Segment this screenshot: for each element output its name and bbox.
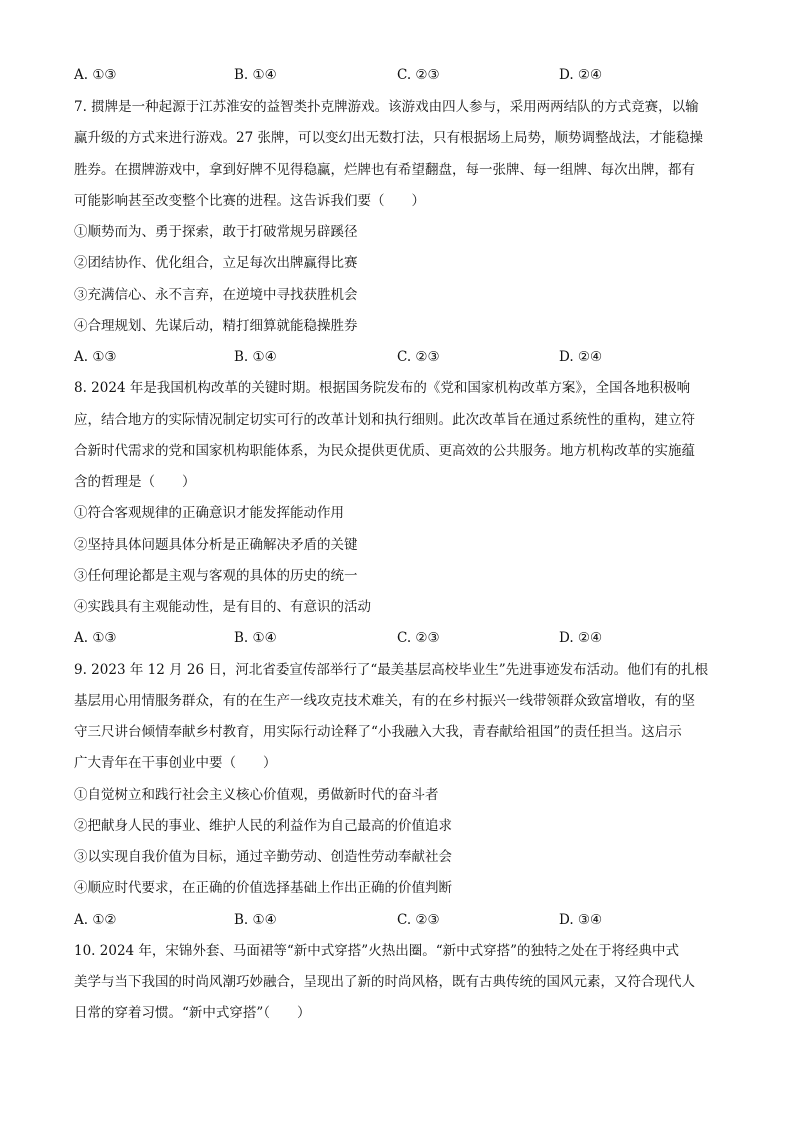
q8-option-c[interactable]: C. ②③ xyxy=(397,630,440,646)
q7-option-a[interactable]: A. ①③ xyxy=(74,349,117,365)
q9-option-d[interactable]: D. ③④ xyxy=(559,912,603,928)
q10-stem-line-1: 10. 2024 年，宋锦外套、马面裙等“新中式穿搭”火热出圈。“新中式穿搭”的独特之处在于将经典中式 xyxy=(74,943,680,959)
q8-statement-3: ③任何理论都是主观与客观的具体的历史的统一 xyxy=(74,568,358,584)
q6-option-c[interactable]: C. ②③ xyxy=(397,67,440,83)
q7-stem-line-2: 赢升级的方式来进行游戏。27 张牌，可以变幻出无数打法，只有根据场上局势，顺势调整战法，才能稳操 xyxy=(74,130,703,146)
q9-stem-line-1: 9. 2023 年 12 月 26 日，河北省委宣传部举行了“最美基层高校毕业生”先进事迹发布活动。他们有的扎根 xyxy=(74,662,709,678)
q8-stem-line-4: 含的哲理是（ ） xyxy=(74,474,196,490)
q6-option-b[interactable]: B. ①④ xyxy=(234,67,277,83)
q9-statement-4: ④顺应时代要求，在正确的价值选择基础上作出正确的价值判断 xyxy=(74,880,452,896)
q10-stem-line-2: 美学与当下我国的时尚风潮巧妙融合，呈现出了新的时尚风格，既有古典传统的国风元素，又符合现代人 xyxy=(74,974,695,990)
q10-stem-line-3: 日常的穿着习惯。“新中式穿搭”（ ） xyxy=(74,1005,311,1021)
q7-statement-1: ①顺势而为、勇于探索，敢于打破常规另辟蹊径 xyxy=(74,224,358,240)
q8-option-a[interactable]: A. ①③ xyxy=(74,630,117,646)
q6-options xyxy=(74,65,694,85)
q8-statement-4: ④实践具有主观能动性，是有目的、有意识的活动 xyxy=(74,599,371,615)
q9-stem-line-4: 广大青年在干事创业中要（ ） xyxy=(74,755,277,771)
q8-statement-2: ②坚持具体问题具体分析是正确解决矛盾的关键 xyxy=(74,537,358,553)
q8-stem-line-3: 合新时代需求的党和国家机构职能体系，为民众提供更优质、更高效的公共服务。地方机构改革的实施蕴 xyxy=(74,443,695,459)
q6-option-a[interactable]: A. ①③ xyxy=(74,67,117,83)
q7-option-b[interactable]: B. ①④ xyxy=(234,349,277,365)
q7-option-c[interactable]: C. ②③ xyxy=(397,349,440,365)
q7-stem-line-3: 胜券。在掼牌游戏中，拿到好牌不见得稳赢，烂牌也有希望翻盘，每一张牌、每一组牌、每次出牌，都有 xyxy=(74,162,695,178)
q7-stem-line-4: 可能影响甚至改变整个比赛的进程。这告诉我们要（ ） xyxy=(74,193,425,209)
q9-statement-3: ③以实现自我价值为目标，通过辛勤劳动、创造性劳动奉献社会 xyxy=(74,849,452,865)
q9-option-c[interactable]: C. ②③ xyxy=(397,912,440,928)
q7-statement-3: ③充满信心、永不言弃，在逆境中寻找获胜机会 xyxy=(74,287,358,303)
q9-statement-2: ②把献身人民的事业、维护人民的利益作为自己最高的价值追求 xyxy=(74,818,452,834)
q8-stem-line-1: 8. 2024 年是我国机构改革的关键时期。根据国务院发布的《党和国家机构改革方案》，全国各地积极响 xyxy=(74,380,691,396)
q9-option-b[interactable]: B. ①④ xyxy=(234,912,277,928)
q7-option-d[interactable]: D. ②④ xyxy=(559,349,603,365)
q7-statement-4: ④合理规划、先谋后动，精打细算就能稳操胜券 xyxy=(74,318,358,334)
q6-option-d[interactable]: D. ②④ xyxy=(559,67,603,83)
q9-options xyxy=(74,910,694,930)
q9-stem-line-2: 基层用心用情服务群众，有的在生产一线攻克技术难关，有的在乡村振兴一线带领群众致富增收，有的坚 xyxy=(74,693,695,709)
q7-statement-2: ②团结协作、优化组合，立足每次出牌赢得比赛 xyxy=(74,255,358,271)
q7-options xyxy=(74,347,694,367)
q8-options xyxy=(74,628,694,648)
q8-stem-line-2: 应，结合地方的实际情况制定切实可行的改革计划和执行细则。此次改革旨在通过系统性的重构，建立符 xyxy=(74,412,695,428)
q8-statement-1: ①符合客观规律的正确意识才能发挥能动作用 xyxy=(74,505,344,521)
q8-option-d[interactable]: D. ②④ xyxy=(559,630,603,646)
q7-stem-line-1: 7. 掼牌是一种起源于江苏淮安的益智类扑克牌游戏。该游戏由四人参与，采用两两结队的方式竞赛，以输 xyxy=(74,99,699,115)
q9-option-a[interactable]: A. ①② xyxy=(74,912,117,928)
q9-stem-line-3: 守三尺讲台倾情奉献乡村教育，用实际行动诠释了“小我融入大我，青春献给祖国”的责任担当。这启示 xyxy=(74,724,682,740)
q9-statement-1: ①自觉树立和践行社会主义核心价值观，勇做新时代的奋斗者 xyxy=(74,787,439,803)
q8-option-b[interactable]: B. ①④ xyxy=(234,630,277,646)
